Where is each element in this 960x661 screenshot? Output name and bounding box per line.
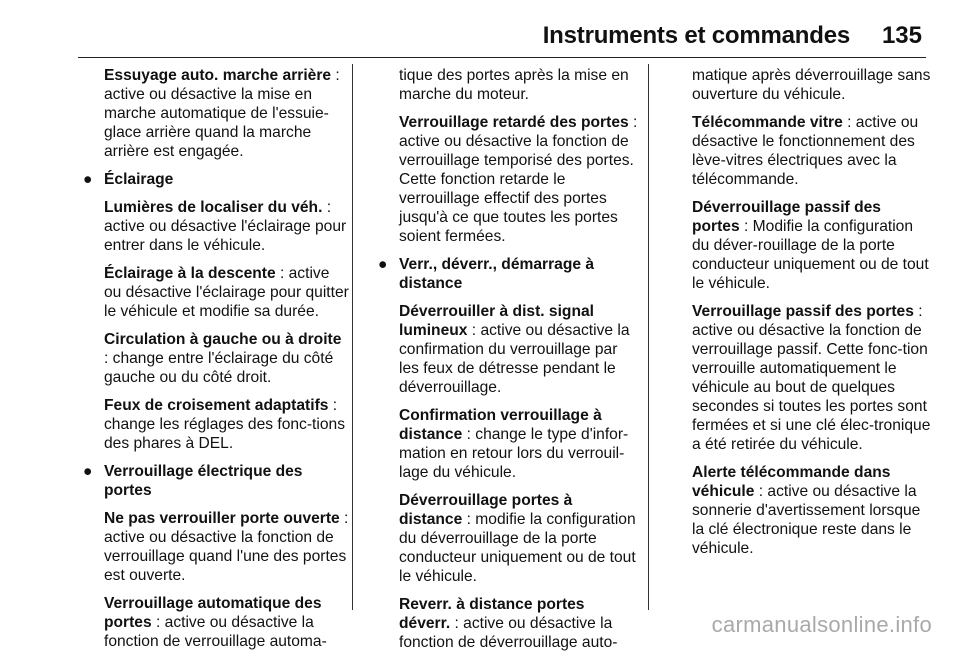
setting-entry [692,463,932,558]
setting-entry [692,198,932,293]
setting-label: Circulation à gauche ou à droite [104,331,342,348]
setting-entry [399,113,639,246]
setting-label: Verrouillage passif des portes [692,303,914,320]
setting-description: : active ou désactive la fonction de verrouillage passif. Cette fonc-tion verrouille automatiquement le véhicule au bout de quelques secondes si toutes les portes sont fermées et si une clé élec-tronique a été retirée du véhicule. [692,303,931,453]
setting-description: : change le type d'infor-mation en retour lors du verrouil-lage du véhicule. [399,426,629,481]
setting-label: Confirmation verrouillage à distance [399,407,602,443]
section-heading: Éclairage [104,171,174,188]
setting-entry [399,406,639,482]
section-bullet [378,255,639,293]
setting-label: Télécommande vitre [692,114,843,131]
watermark: carmanualsonline.info [711,612,932,637]
section-heading: Verrouillage électrique des portes [104,463,303,499]
setting-description: matique après déverrouillage sans ouverture du véhicule. [692,67,931,103]
section-bullet [83,462,350,500]
column-divider-2 [648,64,649,610]
setting-description: : Modifie la configuration du déver-rouillage de la porte conducteur uniquement ou de tout le véhicule. [692,218,929,292]
setting-description: : active ou désactive la mise en marche automatique de l'essuie-glace arrière quand la marche arrière est engagée. [104,67,340,160]
section-heading: Verr., déverr., démarrage à distance [399,256,595,292]
setting-label: Verrouillage automatique des portes [104,595,322,631]
setting-entry [104,198,350,255]
page-number: 135 [881,22,922,49]
bullet-dot-icon: ● [83,463,93,480]
header-rule [78,57,926,58]
setting-label: Essuyage auto. marche arrière [104,67,332,84]
setting-entry [104,264,350,321]
setting-entry [104,66,350,161]
setting-entry [399,302,639,397]
column-middle [378,66,639,661]
setting-description: : active ou désactive la fonction de déverrouillage auto- [399,615,618,651]
setting-entry [104,396,350,453]
setting-label: Éclairage à la descente [104,265,276,282]
setting-description: : active ou désactive l'éclairage pour entrer dans le véhicule. [104,199,347,254]
setting-entry [104,594,350,651]
setting-description: : change les réglages des fonc-tions des phares à DEL. [104,397,345,452]
setting-label: Feux de croisement adaptatifs [104,397,329,414]
setting-label: Reverr. à distance portes déverr. [399,596,585,632]
setting-entry [399,491,639,586]
bullet-dot-icon: ● [378,256,388,273]
setting-entry [399,66,639,104]
setting-description: : active ou désactive la sonnerie d'avertissement lorsque la clé électronique reste dans le véhicule. [692,483,921,557]
setting-description: : active ou désactive la confirmation du verrouillage par les feux de détresse pendant le déverrouillage. [399,322,630,396]
setting-entry [104,509,350,585]
setting-description: : modifie la configuration du déverrouillage de la porte conducteur uniquement ou de tout le véhicule. [399,511,636,585]
setting-description: : active ou désactive le fonctionnement des lève-vitres électriques avec la télécommande. [692,114,919,188]
page-title: Instruments et commandes [542,22,850,49]
setting-label: Déverrouillage passif des portes [692,199,881,235]
setting-description: : change entre l'éclairage du côté gauche ou du côté droit. [104,350,334,386]
column-right [692,66,932,567]
setting-description: : active ou désactive la fonction de verrouillage temporisé des portes. Cette fonction retarde le verrouillage effectif des portes jusqu'à ce que toutes les portes soient fermées. [399,114,638,245]
setting-label: Lumières de localiser du véh. [104,199,323,216]
setting-entry [692,113,932,189]
column-divider-1 [352,64,353,610]
section-bullet [83,170,350,189]
setting-description: : active ou désactive l'éclairage pour quitter le véhicule et modifie sa durée. [104,265,349,320]
column-left [83,66,350,660]
setting-entry [104,330,350,387]
setting-label: Déverrouillage portes à distance [399,492,573,528]
setting-label: Déverrouiller à dist. signal lumineux [399,303,594,339]
bullet-dot-icon: ● [83,171,93,188]
setting-description: : active ou désactive la fonction de verrouillage quand l'une des portes est ouverte. [104,510,349,584]
setting-entry [399,595,639,652]
setting-label: Ne pas verrouiller porte ouverte [104,510,340,527]
setting-description: : active ou désactive la fonction de verrouillage automa- [104,614,327,650]
setting-label: Alerte télécommande dans véhicule [692,464,891,500]
setting-description: tique des portes après la mise en marche du moteur. [399,67,629,103]
setting-label: Verrouillage retardé des portes [399,114,629,131]
setting-entry [692,302,932,454]
setting-entry [692,66,932,104]
